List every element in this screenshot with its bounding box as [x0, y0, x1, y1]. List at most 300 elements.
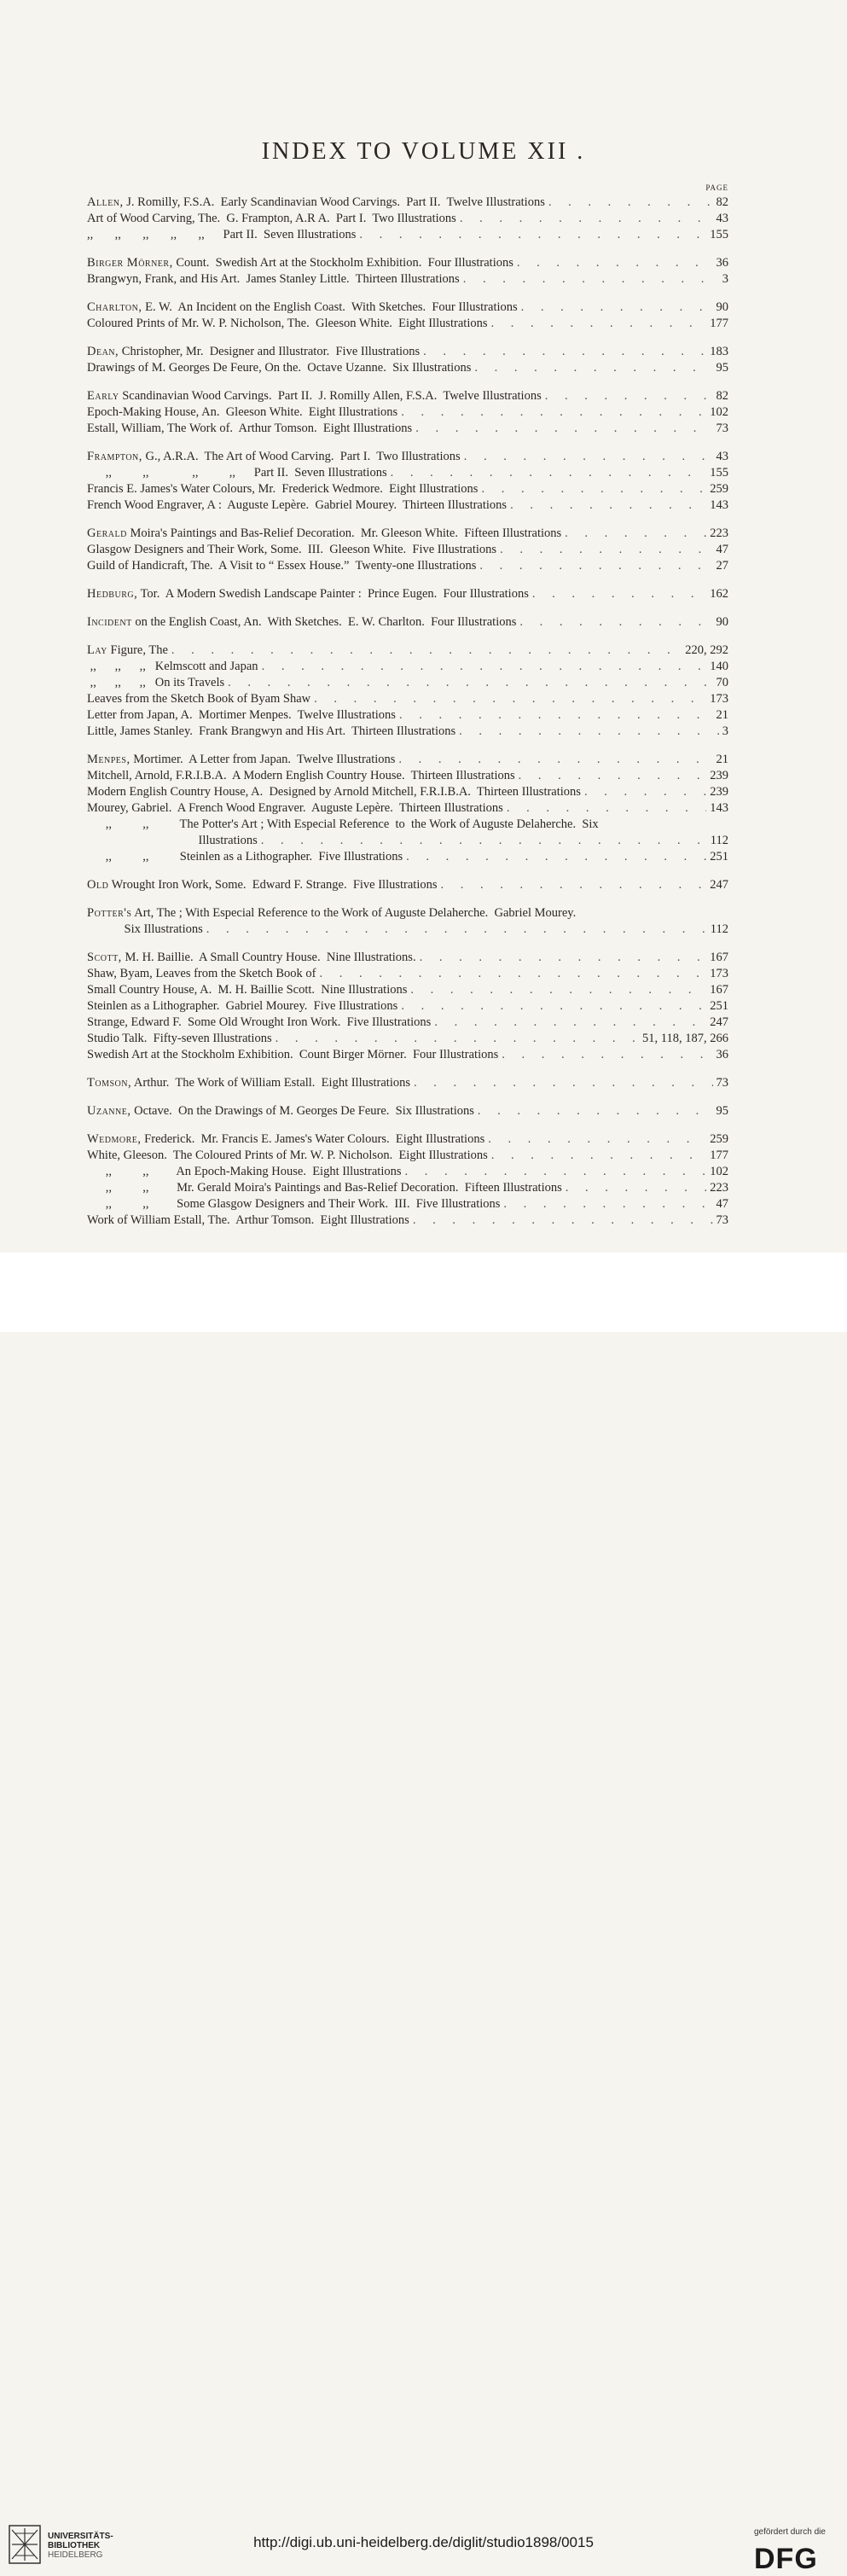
entry-description: Letter from Japan, A. Mortimer Menpes. Twelve Illustrations	[87, 708, 396, 722]
dot-leader	[521, 299, 713, 316]
entry-text	[87, 227, 356, 243]
entry-description: White, Gleeson. The Coloured Prints of Mr. W. P. Nicholson. Eight Illustrations	[87, 1148, 488, 1162]
entry-page-number: 220, 292	[685, 643, 728, 657]
dot-leader	[545, 388, 713, 404]
entry-description: Drawings of M. Georges De Feure, On the. Octave Uzanne. Six Illustrations	[87, 361, 472, 375]
entry-text	[87, 817, 599, 833]
entry-headword: Early	[87, 389, 119, 403]
entry-text	[87, 877, 438, 893]
index-entry	[87, 849, 728, 865]
dot-leader	[548, 195, 713, 211]
index-entry	[87, 316, 728, 332]
entry-headword: Lay	[87, 643, 107, 657]
dot-leader	[401, 998, 706, 1015]
index-entry	[87, 1196, 728, 1212]
entry-headword: Wedmore,	[87, 1132, 142, 1146]
entry-description: Illustrations	[87, 834, 258, 847]
entry-headword: Birger Mörner,	[87, 256, 173, 270]
entry-page-number: 21	[716, 708, 728, 722]
entry-description: Art of Wood Carving, The. G. Frampton, A.R A. Part I. Two Illustrations	[87, 212, 456, 225]
entry-page-number: 259	[710, 482, 728, 496]
index-entry	[87, 1047, 728, 1063]
entry-description: G., A.R.A. The Art of Wood Carving. Part I. Two Illustrations	[142, 450, 461, 463]
dot-leader	[410, 982, 706, 998]
index-letter-group	[87, 344, 728, 376]
entry-description: Steinlen as a Lithographer. Gabriel Mourey. Five Illustrations	[87, 999, 398, 1013]
entry-headword: Menpes,	[87, 753, 131, 766]
dot-leader	[459, 724, 719, 740]
entry-page-number: 259	[710, 1132, 728, 1146]
index-entry	[87, 614, 728, 631]
dot-leader	[502, 1047, 712, 1063]
entry-page-number: 43	[716, 212, 728, 225]
entry-page-number: 251	[710, 850, 728, 864]
dot-leader	[566, 1180, 707, 1196]
dot-leader	[398, 752, 712, 768]
entry-text	[87, 849, 403, 865]
entry-page-number: 167	[710, 951, 728, 964]
index-entry	[87, 724, 728, 740]
index-letter-group	[87, 255, 728, 288]
entry-description: Count. Swedish Art at the Stockholm Exhibition. Four Illustrations	[172, 256, 513, 270]
dot-leader	[565, 526, 706, 542]
index-letter-group	[87, 195, 728, 243]
index-entries	[87, 195, 728, 1241]
dot-leader	[479, 558, 712, 574]
index-entry	[87, 344, 728, 360]
index-entry	[87, 1212, 728, 1229]
dot-leader	[423, 344, 706, 360]
entry-description: Swedish Art at the Stockholm Exhibition. Count Birger Mörner. Four Illustrations	[87, 1048, 499, 1061]
entry-text	[87, 1212, 409, 1229]
entry-text	[87, 481, 478, 497]
entry-headword: Uzanne,	[87, 1104, 131, 1118]
entry-page-number: 112	[710, 834, 728, 847]
entry-page-number: 51, 118, 187, 266	[642, 1032, 728, 1045]
entry-text	[87, 388, 542, 404]
entry-text	[87, 1196, 500, 1212]
entry-text	[87, 998, 397, 1015]
dot-leader	[488, 1131, 706, 1148]
entry-page-number: 95	[716, 1104, 728, 1118]
index-letter-group	[87, 526, 728, 574]
entry-text	[87, 542, 496, 558]
index-entry	[87, 982, 728, 998]
entry-page-number: 3	[722, 724, 728, 738]
entry-page-number: 143	[710, 498, 728, 512]
entry-description: Frederick. Mr. Francis E. James's Water Colours. Eight Illustrations	[141, 1132, 485, 1146]
entry-headword: Allen,	[87, 195, 124, 209]
dot-leader	[171, 643, 682, 659]
index-entry	[87, 299, 728, 316]
index-entry	[87, 195, 728, 211]
index-entry	[87, 421, 728, 437]
entry-description: ,, ,, ,, ,, Part II. Seven Illustrations	[87, 466, 387, 480]
entry-page-number: 112	[710, 922, 728, 936]
index-letter-group	[87, 950, 728, 1063]
index-entry	[87, 707, 728, 724]
index-entry	[87, 497, 728, 514]
entry-text	[87, 724, 455, 740]
permalink-url[interactable]: http://digi.ub.uni-heidelberg.de/diglit/studio1898/0015	[253, 2534, 594, 2550]
entry-description: Coloured Prints of Mr. W. P. Nicholson, The. Gleeson White. Eight Illustrations	[87, 317, 488, 330]
entry-text	[87, 1131, 484, 1148]
entry-description: ,, ,, Steinlen as a Lithographer. Five Illustrations	[87, 850, 403, 864]
index-entry	[87, 211, 728, 227]
entry-text	[87, 784, 581, 800]
dot-leader	[399, 707, 713, 724]
entry-page-number: 27	[716, 559, 728, 573]
entry-description: ,, ,, ,, ,, ,, Part II. Seven Illustrations	[87, 228, 357, 241]
entry-text	[87, 922, 203, 938]
entry-page-number: 155	[710, 228, 728, 241]
entry-page-number: 239	[710, 785, 728, 799]
entry-text	[87, 360, 471, 376]
entry-description: Art, The ; With Especial Reference to the Work of Auguste Delaherche. Gabriel Mourey.	[131, 906, 577, 920]
entry-text	[87, 195, 545, 211]
entry-description: ,, ,, ,, On its Travels	[87, 676, 225, 689]
entry-text	[87, 643, 168, 659]
dot-leader	[519, 614, 712, 631]
index-entry	[87, 271, 728, 288]
entry-page-number: 247	[710, 1015, 728, 1029]
entry-text	[87, 966, 316, 982]
index-entry	[87, 558, 728, 574]
index-letter-group	[87, 586, 728, 602]
entry-description: Arthur. The Work of William Estall. Eight Illustrations	[131, 1076, 410, 1090]
index-entry	[87, 817, 728, 833]
dot-leader	[359, 227, 706, 243]
entry-text	[87, 211, 456, 227]
entry-description: Tor. A Modern Swedish Landscape Painter : Prince Eugen. Four Illustrations	[137, 587, 529, 601]
index-entry	[87, 833, 728, 849]
entry-description: Scandinavian Wood Carvings. Part II. J. Romilly Allen, F.S.A. Twelve Illustrations	[119, 389, 542, 403]
index-entry	[87, 768, 728, 784]
entry-page-number: 70	[716, 676, 728, 689]
entry-page-number: 173	[710, 967, 728, 980]
index-letter-group	[87, 388, 728, 437]
entry-text	[87, 497, 507, 514]
entry-description: J. Romilly, F.S.A. Early Scandinavian Wood Carvings. Part II. Twelve Illustrations	[123, 195, 545, 209]
entry-page-number: 21	[716, 753, 728, 766]
entry-page-number: 177	[710, 1148, 728, 1162]
entry-page-number: 251	[710, 999, 728, 1013]
entry-page-number: 140	[710, 660, 728, 673]
index-letter-group	[87, 1131, 728, 1229]
index-entry	[87, 1148, 728, 1164]
index-entry	[87, 784, 728, 800]
index-entry	[87, 1103, 728, 1119]
entry-text	[87, 800, 503, 817]
entry-headword: Gerald	[87, 526, 127, 540]
entry-text	[87, 271, 460, 288]
entry-headword: Scott,	[87, 951, 122, 964]
dfg-logo: DFG	[754, 2543, 818, 2575]
dot-leader	[228, 675, 712, 691]
dot-leader	[413, 1212, 713, 1229]
index-entry	[87, 1015, 728, 1031]
entry-description: Leaves from the Sketch Book of Byam Shaw	[87, 692, 311, 706]
entry-page-number: 36	[716, 1048, 728, 1061]
dot-leader	[491, 1148, 707, 1164]
entry-description: Glasgow Designers and Their Work, Some. III. Gleeson White. Five Illustrations	[87, 543, 497, 556]
index-entry	[87, 481, 728, 497]
entry-description: E. W. An Incident on the English Coast. With Sketches. Four Illustrations	[142, 300, 518, 314]
dot-leader	[584, 784, 706, 800]
index-letter-group	[87, 877, 728, 893]
entry-description: on the English Coast, An. With Sketches. E. W. Charlton. Four Illustrations	[131, 615, 517, 629]
index-entry	[87, 752, 728, 768]
entry-page-number: 73	[716, 422, 728, 435]
entry-headword: Frampton,	[87, 450, 142, 463]
entry-description: Mourey, Gabriel. A French Wood Engraver. Auguste Lepère. Thirteen Illustrations	[87, 801, 503, 815]
index-entry	[87, 659, 728, 675]
dot-leader	[460, 211, 713, 227]
entry-page-number: 223	[710, 1181, 728, 1195]
dot-leader	[276, 1031, 639, 1047]
entry-text	[87, 982, 407, 998]
entry-text	[87, 768, 515, 784]
entry-description: Little, James Stanley. Frank Brangwyn and His Art. Thirteen Illustrations	[87, 724, 456, 738]
entry-text	[87, 1075, 410, 1091]
entry-page-number: 90	[716, 615, 728, 629]
dot-leader	[503, 1196, 712, 1212]
entry-description: Work of William Estall, The. Arthur Tomson. Eight Illustrations	[87, 1213, 409, 1227]
entry-headword: Old	[87, 878, 109, 892]
entry-text	[87, 316, 488, 332]
dot-leader	[401, 404, 706, 421]
scanned-page	[0, 0, 847, 1253]
index-entry	[87, 465, 728, 481]
dot-leader	[481, 481, 706, 497]
entry-text	[87, 905, 576, 922]
index-entry	[87, 542, 728, 558]
entry-headword: Hedburg,	[87, 587, 138, 601]
entry-description: Modern English Country House, A. Designed by Arnold Mitchell, F.R.I.B.A. Thirteen Illustrations	[87, 785, 581, 799]
viewer-footer	[0, 1253, 847, 2575]
entry-text	[87, 1047, 498, 1063]
dot-leader	[405, 1164, 707, 1180]
institution-line-1: UNIVERSITÄTS-	[48, 2532, 113, 2541]
index-letter-group	[87, 614, 728, 631]
index-entry	[87, 643, 728, 659]
entry-description: ,, ,, Some Glasgow Designers and Their Work. III. Five Illustrations	[87, 1197, 501, 1211]
dot-leader	[261, 833, 707, 849]
entry-page-number: 36	[716, 256, 728, 270]
entry-text	[87, 1148, 488, 1164]
entry-text	[87, 752, 395, 768]
entry-description: Studio Talk. Fifty-seven Illustrations	[87, 1032, 272, 1045]
entry-description: Francis E. James's Water Colours, Mr. Frederick Wedmore. Eight Illustrations	[87, 482, 479, 496]
index-entry	[87, 998, 728, 1015]
entry-text	[87, 1164, 402, 1180]
institution-line-2: BIBLIOTHEK	[48, 2541, 101, 2550]
entry-text	[87, 659, 258, 675]
index-entry	[87, 1075, 728, 1091]
sponsor-note: gefördert durch die	[754, 2527, 826, 2537]
dot-leader	[206, 922, 707, 938]
index-letter-group	[87, 1103, 728, 1119]
index-entry	[87, 1180, 728, 1196]
entry-text	[87, 404, 397, 421]
entry-text	[87, 465, 387, 481]
entry-page-number: 102	[710, 405, 728, 419]
entry-description: ,, ,, ,, Kelmscott and Japan	[87, 660, 258, 673]
dot-leader	[420, 950, 707, 966]
entry-text	[87, 1031, 272, 1047]
entry-description: Moira's Paintings and Bas-Relief Decoration. Mr. Gleeson White. Fifteen Illustrations	[126, 526, 562, 540]
entry-page-number: 167	[710, 983, 728, 997]
index-letter-group	[87, 1075, 728, 1091]
entry-description: ,, ,, An Epoch-Making House. Eight Illustrations	[87, 1165, 402, 1178]
index-entry	[87, 227, 728, 243]
dot-leader	[474, 360, 712, 376]
entry-page-number: 47	[716, 1197, 728, 1211]
entry-page-number: 3	[722, 272, 728, 286]
index-letter-group	[87, 643, 728, 740]
entry-page-number: 155	[710, 466, 728, 480]
entry-description: ,, ,, Mr. Gerald Moira's Paintings and Bas-Relief Decoration. Fifteen Illustrations	[87, 1181, 562, 1195]
dot-leader	[262, 659, 707, 675]
entry-description: Wrought Iron Work, Some. Edward F. Strange. Five Illustrations	[108, 878, 438, 892]
entry-description: Estall, William, The Work of. Arthur Tomson. Eight Illustrations	[87, 422, 413, 435]
entry-page-number: 47	[716, 543, 728, 556]
entry-page-number: 239	[710, 769, 728, 782]
entry-description: Epoch-Making House, An. Gleeson White. Eight Illustrations	[87, 405, 398, 419]
dot-leader	[434, 1015, 706, 1031]
dot-leader	[415, 421, 712, 437]
entry-text	[87, 526, 561, 542]
entry-text	[87, 691, 310, 707]
dot-leader	[441, 877, 707, 893]
entry-description: Brangwyn, Frank, and His Art. James Stanley Little. Thirteen Illustrations	[87, 272, 460, 286]
index-entry	[87, 586, 728, 602]
entry-page-number: 95	[716, 361, 728, 375]
entry-text	[87, 558, 476, 574]
index-entry	[87, 966, 728, 982]
entry-text	[87, 344, 420, 360]
dot-leader	[406, 849, 706, 865]
index-letter-group	[87, 449, 728, 514]
dot-leader	[464, 449, 713, 465]
index-entry	[87, 675, 728, 691]
entry-description: Six Illustrations	[87, 922, 203, 936]
entry-page-number: 183	[710, 345, 728, 358]
entry-text	[87, 449, 461, 465]
entry-description: Guild of Handicraft, The. A Visit to “ Essex House.” Twenty-one Illustrations	[87, 559, 477, 573]
entry-text	[87, 421, 412, 437]
entry-page-number: 173	[710, 692, 728, 706]
dot-leader	[314, 691, 706, 707]
entry-description: Mitchell, Arnold, F.R.I.B.A. A Modern English Country House. Thirteen Illustrations	[87, 769, 515, 782]
index-entry	[87, 404, 728, 421]
index-entry	[87, 922, 728, 938]
index-entry	[87, 1164, 728, 1180]
entry-page-number: 82	[716, 195, 728, 209]
page-title: INDEX TO VOLUME XII .	[261, 138, 586, 165]
entry-headword: Incident	[87, 615, 132, 629]
entry-page-number: 177	[710, 317, 728, 330]
dot-leader	[532, 586, 706, 602]
entry-headword: Dean,	[87, 345, 119, 358]
entry-description: ,, ,, The Potter's Art ; With Especial Reference to the Work of Auguste Delaherche. Six	[87, 817, 599, 831]
index-entry	[87, 950, 728, 966]
entry-description: Figure, The	[107, 643, 168, 657]
index-entry	[87, 800, 728, 817]
index-letter-group	[87, 905, 728, 938]
page-column-label: PAGE	[705, 183, 728, 192]
dot-leader	[463, 271, 719, 288]
index-entry	[87, 1031, 728, 1047]
index-entry	[87, 1131, 728, 1148]
entry-description: Small Country House, A. M. H. Baillie Scott. Nine Illustrations	[87, 983, 408, 997]
entry-page-number: 82	[716, 389, 728, 403]
dot-leader	[517, 255, 713, 271]
dot-leader	[319, 966, 706, 982]
dot-leader	[507, 800, 706, 817]
dot-leader	[414, 1075, 713, 1091]
entry-headword: Tomson,	[87, 1076, 132, 1090]
entry-text	[87, 614, 516, 631]
index-entry	[87, 877, 728, 893]
entry-page-number: 102	[710, 1165, 728, 1178]
index-entry	[87, 691, 728, 707]
entry-description: Strange, Edward F. Some Old Wrought Iron Work. Five Illustrations	[87, 1015, 432, 1029]
dot-leader	[519, 768, 707, 784]
index-entry	[87, 526, 728, 542]
entry-page-number: 73	[716, 1213, 728, 1227]
entry-description: French Wood Engraver, A : Auguste Lepère. Gabriel Mourey. Thirteen Illustrations	[87, 498, 508, 512]
entry-text	[87, 950, 416, 966]
index-entry	[87, 388, 728, 404]
entry-page-number: 143	[710, 801, 728, 815]
index-entry	[87, 255, 728, 271]
entry-page-number: 247	[710, 878, 728, 892]
dot-leader	[500, 542, 712, 558]
entry-text	[87, 1180, 562, 1196]
entry-description: Christopher, Mr. Designer and Illustrator. Five Illustrations	[119, 345, 421, 358]
index-entry	[87, 449, 728, 465]
entry-text	[87, 707, 396, 724]
entry-description: Shaw, Byam, Leaves from the Sketch Book of	[87, 967, 316, 980]
index-letter-group	[87, 299, 728, 332]
entry-description: Mortimer. A Letter from Japan. Twelve Illustrations	[130, 753, 396, 766]
institution-line-3: HEIDELBERG	[48, 2550, 103, 2560]
entry-page-number: 90	[716, 300, 728, 314]
dot-leader	[510, 497, 706, 514]
index-entry	[87, 360, 728, 376]
entry-page-number: 223	[710, 526, 728, 540]
entry-headword: Potter's	[87, 906, 132, 920]
index-entry	[87, 905, 728, 922]
entry-text	[87, 1103, 474, 1119]
entry-page-number: 43	[716, 450, 728, 463]
entry-text	[87, 1015, 431, 1031]
dot-leader	[478, 1103, 713, 1119]
entry-page-number: 73	[716, 1076, 728, 1090]
dot-leader	[491, 316, 707, 332]
entry-text	[87, 586, 529, 602]
entry-description: M. H. Baillie. A Small Country House. Nine Illustrations.	[121, 951, 416, 964]
dot-leader	[391, 465, 707, 481]
entry-description: Octave. On the Drawings of M. Georges De Feure. Six Illustrations	[131, 1104, 474, 1118]
entry-text	[87, 255, 513, 271]
entry-text	[87, 299, 518, 316]
index-letter-group	[87, 752, 728, 865]
entry-text	[87, 833, 258, 849]
entry-headword: Charlton,	[87, 300, 142, 314]
entry-page-number: 162	[710, 587, 728, 601]
